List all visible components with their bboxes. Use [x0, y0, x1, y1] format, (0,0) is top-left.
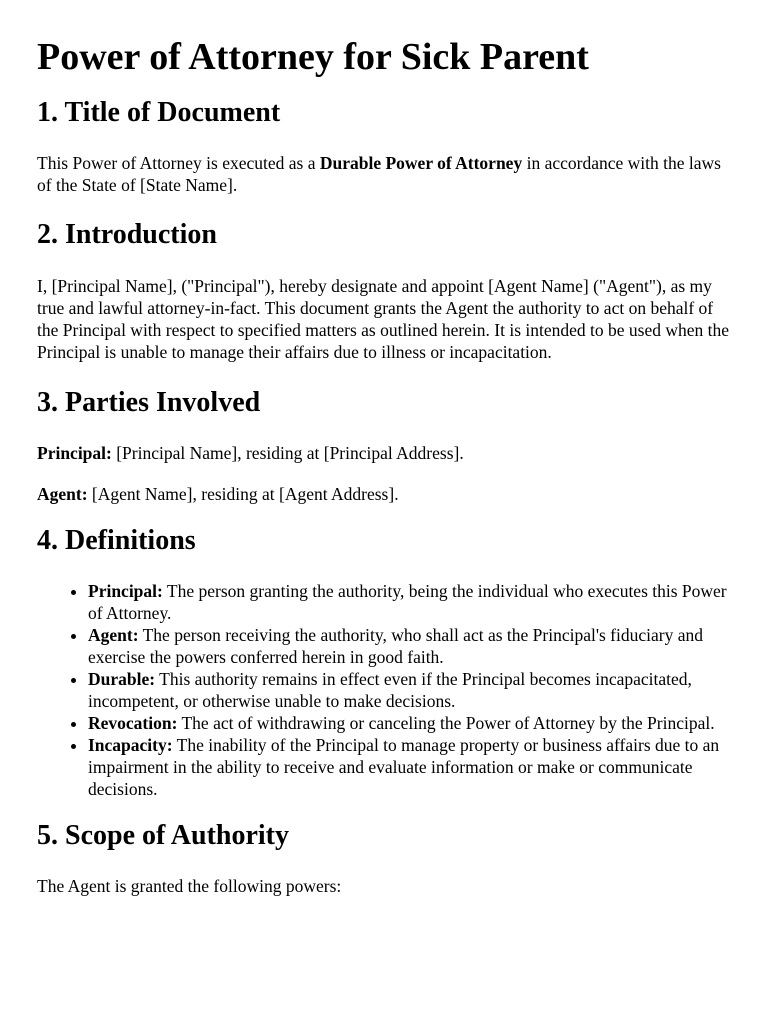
document-title: Power of Attorney for Sick Parent [37, 36, 589, 78]
section-text-introduction: I, [Principal Name], ("Principal"), hereby designate and appoint [Agent Name] ("Agent"), as my true and lawful attorney-in-fact. This document grants the Agent the authority to act on behalf of the Principal with respect to specified matters as outlined herein. It is intended to be used when the Principal is unable to manage their affairs due to illness or incapacitation. [37, 276, 730, 362]
section-text-scope-of-authority: The Agent is granted the following powers: [37, 876, 342, 896]
definition-text: This authority remains in effect even if the Principal becomes incapacitated, incompetent, or otherwise unable to make decisions. [88, 669, 692, 711]
section-heading-title-of-document: 1. Title of Document [37, 97, 281, 128]
section-text-title-of-document [37, 152, 734, 196]
list-item [88, 712, 734, 734]
section-heading-introduction: 2. Introduction [37, 219, 217, 250]
section-heading-definitions: 4. Definitions [37, 525, 196, 556]
definition-text: The inability of the Principal to manage property or business affairs due to an impairment in the ability to receive and evaluate information or make or communicate decisions. [88, 735, 720, 799]
list-item [88, 624, 734, 668]
party-text: [Agent Name], residing at [Agent Address]. [87, 484, 399, 504]
section-heading-scope-of-authority: 5. Scope of Authority [37, 820, 289, 851]
party-principal [37, 442, 734, 464]
party-text: [Principal Name], residing at [Principal Address]. [111, 443, 464, 463]
definition-term: Incapacity: [88, 735, 173, 755]
party-agent [37, 483, 734, 505]
definition-text: The act of withdrawing or canceling the Power of Attorney by the Principal. [177, 713, 715, 733]
definition-term: Durable: [88, 669, 156, 689]
party-label: Agent: [37, 484, 88, 504]
list-item [88, 580, 734, 624]
list-item [88, 668, 734, 712]
text-segment: in accordance with the laws of the State of [State Name]. [37, 153, 721, 195]
definition-term: Principal: [88, 581, 163, 601]
list-item [88, 734, 734, 800]
definition-term: Agent: [88, 625, 139, 645]
definitions-list [37, 580, 734, 800]
party-label: Principal: [37, 443, 112, 463]
definition-text: The person receiving the authority, who shall act as the Principal's fiduciary and exercise the powers conferred herein in good faith. [88, 625, 703, 667]
text-segment: This Power of Attorney is executed as a [37, 153, 320, 173]
section-heading-parties-involved: 3. Parties Involved [37, 387, 261, 418]
definition-term: Revocation: [88, 713, 178, 733]
bold-term: Durable Power of Attorney [319, 153, 523, 173]
definition-text: The person granting the authority, being the individual who executes this Power of Attorney. [88, 581, 727, 623]
